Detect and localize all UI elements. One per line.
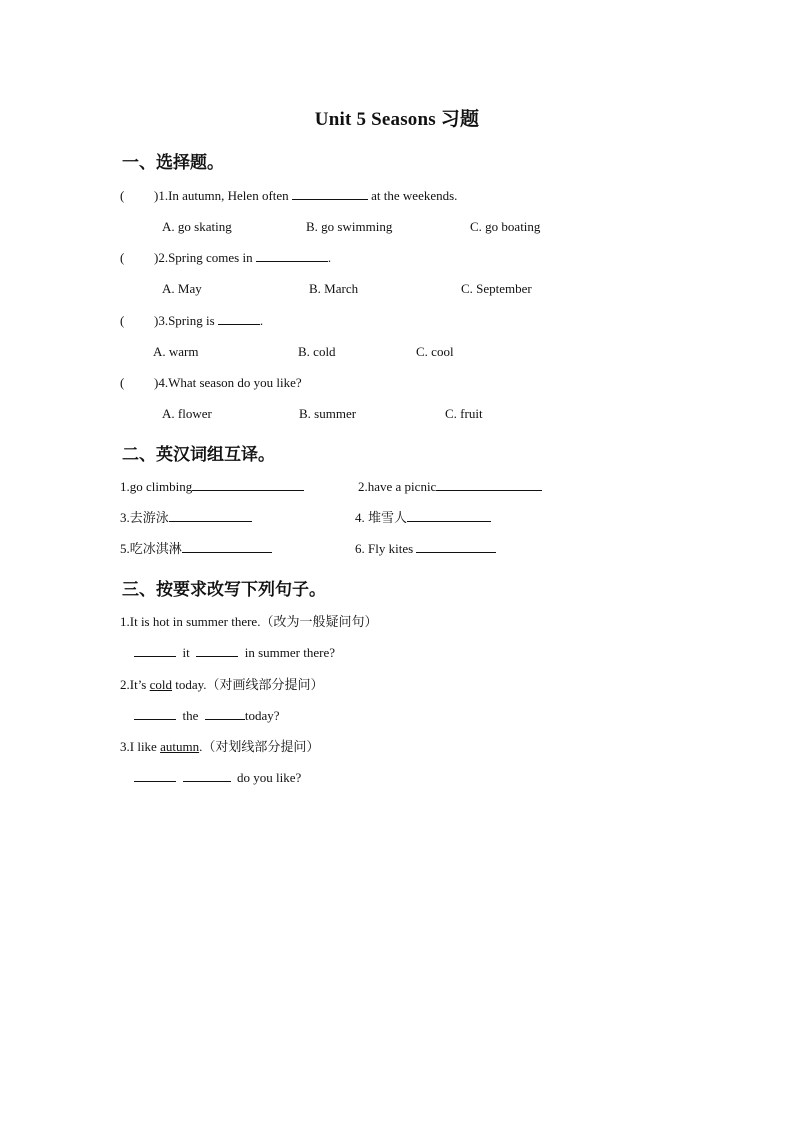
translate-item [120, 509, 252, 527]
answer-blank [292, 187, 368, 200]
answer-blank [134, 644, 176, 657]
answer-paren: ( [120, 188, 125, 203]
option-c: C. cool [416, 344, 454, 359]
question-stem-end: at the weekends. [367, 188, 458, 203]
answer-paren: ( [120, 313, 125, 328]
option-b: B. summer [299, 406, 357, 421]
option-a: A. May [162, 281, 202, 296]
phrase: 6. Fly kites [355, 541, 417, 556]
translate-item [355, 509, 491, 527]
phrase: 2.have a picnic [358, 479, 437, 494]
answer-blank [436, 478, 542, 491]
answer-blank [182, 540, 272, 553]
rewrite-question-2 [120, 676, 324, 694]
section-heading-rewrite: 三、按要求改写下列句子。 [122, 580, 326, 600]
option-a: A. go skating [162, 219, 232, 234]
section-heading-translate: 二、英汉词组互译。 [122, 445, 275, 465]
answer-blank [218, 312, 260, 325]
answer-blank [183, 769, 231, 782]
underlined-word: cold [149, 677, 173, 692]
sentence-part: 2.It’s [120, 677, 150, 692]
page-title: Unit 5 Seasons 习题 [314, 109, 480, 130]
option-b: B. go swimming [306, 219, 393, 234]
answer-blank [205, 707, 245, 720]
sentence-part: .（对划线部分提问） [199, 739, 320, 754]
question-1 [120, 187, 457, 205]
sentence-part: 3.I like [120, 739, 161, 754]
translate-item [120, 478, 304, 496]
answer-blank [407, 509, 491, 522]
sentence-part: today.（对画线部分提问） [172, 677, 324, 692]
question-3 [120, 312, 263, 330]
option-c: C. September [461, 281, 532, 296]
answer-word: today? [244, 708, 280, 723]
rewrite-answer-3 [134, 769, 301, 787]
question-2 [120, 249, 331, 267]
translate-item [358, 478, 542, 496]
answer-word: do you like? [237, 770, 302, 785]
translate-item [355, 540, 496, 558]
answer-blank [192, 478, 304, 491]
option-b: B. cold [298, 344, 336, 359]
answer-paren: ( [120, 250, 125, 265]
answer-blank [169, 509, 252, 522]
answer-word: it [182, 645, 190, 660]
underlined-word: autumn [160, 739, 200, 754]
question-stem: )3.Spring is [154, 313, 218, 328]
option-c: C. go boating [470, 219, 541, 234]
option-c: C. fruit [445, 406, 483, 421]
answer-word: the [182, 708, 199, 723]
answer-blank [256, 249, 328, 262]
phrase: 1.go climbing [120, 479, 193, 494]
question-stem: )1.In autumn, Helen often [154, 188, 292, 203]
translate-item [120, 540, 272, 558]
question-4 [120, 374, 302, 392]
answer-word: in summer there? [244, 645, 335, 660]
option-a: A. flower [162, 406, 212, 421]
section-heading-choice: 一、选择题。 [122, 153, 224, 173]
answer-paren: ( [120, 375, 125, 390]
rewrite-answer-1 [134, 644, 335, 662]
question-stem: )2.Spring comes in [154, 250, 256, 265]
answer-blank [416, 540, 496, 553]
answer-blank [134, 707, 176, 720]
question-stem-end: . [259, 313, 264, 328]
answer-blank [196, 644, 238, 657]
answer-blank [134, 769, 176, 782]
phrase: 4. 堆雪人 [355, 510, 408, 525]
rewrite-question-1: 1.It is hot in summer there.（改为一般疑问句） [120, 614, 378, 629]
option-a: A. warm [153, 344, 199, 359]
rewrite-question-3 [120, 738, 319, 756]
question-stem-end: . [327, 250, 332, 265]
rewrite-answer-2 [134, 707, 280, 725]
question-stem: )4.What season do you like? [154, 375, 302, 390]
phrase: 3.去游泳 [120, 510, 169, 525]
phrase: 5.吃冰淇淋 [120, 541, 182, 556]
option-b: B. March [309, 281, 359, 296]
